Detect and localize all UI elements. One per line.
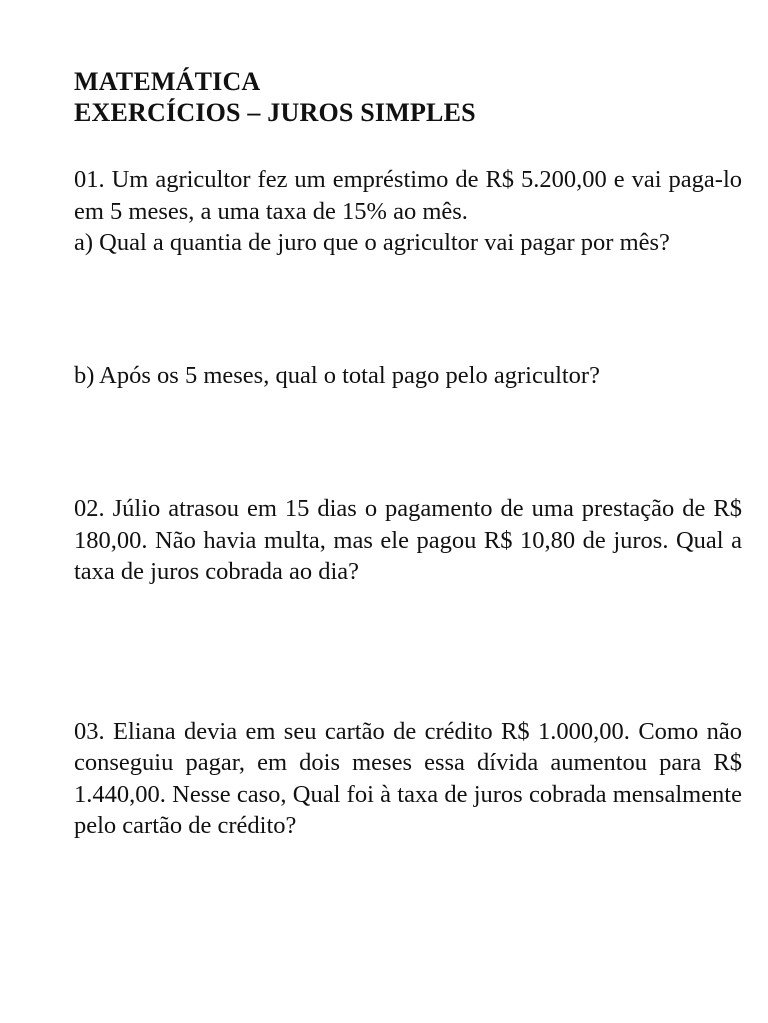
- topic-title: EXERCÍCIOS – JUROS SIMPLES: [74, 98, 476, 127]
- question-1-part-a: a) Qual a quantia de juro que o agricultor vai pagar por mês?: [74, 229, 670, 256]
- question-3-statement: 03. Eliana devia em seu cartão de crédito R$ 1.000,00. Como não conseguiu pagar, em dois meses essa dívida aumentou para R$ 1.440,00. Nesse caso, Qual foi à taxa de juros cobrada mensalmente pelo cartão de crédito?: [74, 717, 742, 839]
- question-2: [74, 493, 742, 588]
- question-1-part-b: b) Após os 5 meses, qual o total pago pelo agricultor?: [74, 361, 600, 389]
- worksheet-header: [74, 66, 742, 128]
- question-2-statement: 02. Júlio atrasou em 15 dias o pagamento de uma prestação de R$ 180,00. Não havia multa, mas ele pagou R$ 10,80 de juros. Qual a taxa de juros cobrada ao dia?: [74, 495, 742, 585]
- question-1-statement: 01. Um agricultor fez um empréstimo de R$ 5.200,00 e vai paga-lo em 5 meses, a uma taxa de 15% ao mês.: [74, 166, 742, 225]
- worksheet-page: [74, 66, 742, 842]
- subject-title: MATEMÁTICA: [74, 67, 261, 96]
- question-1: [74, 164, 742, 391]
- question-3: [74, 716, 742, 842]
